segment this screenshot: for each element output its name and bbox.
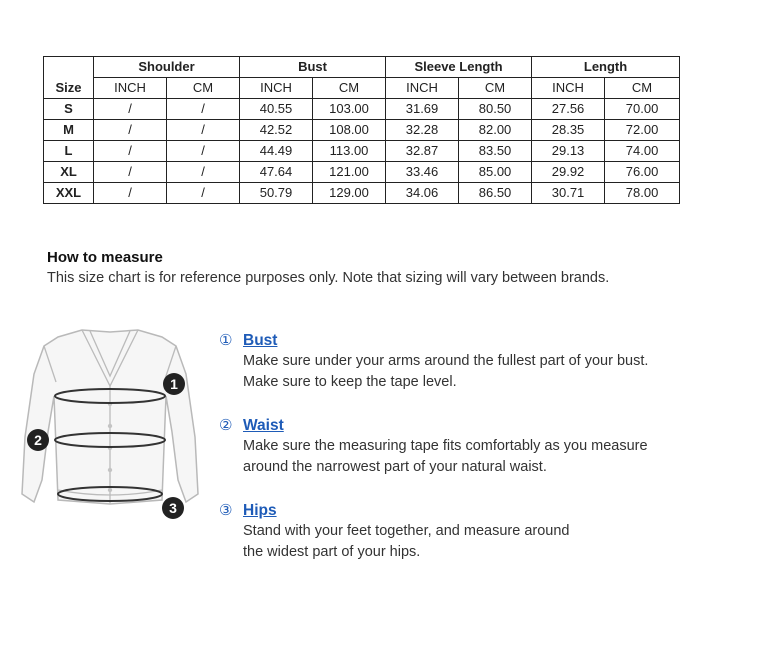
table-cell: 30.71	[532, 183, 605, 204]
table-cell: 44.49	[240, 141, 313, 162]
group-bust: Bust	[240, 57, 386, 78]
unit-header: CM	[167, 78, 240, 99]
table-cell: /	[167, 120, 240, 141]
measure-step-waist	[219, 416, 648, 478]
table-cell: 32.28	[386, 120, 459, 141]
marker-1-icon	[163, 373, 185, 395]
size-cell: XXL	[44, 183, 94, 204]
unit-header: INCH	[94, 78, 167, 99]
marker-3-label: 3	[169, 500, 177, 516]
unit-header: INCH	[240, 78, 313, 99]
size-cell: XL	[44, 162, 94, 183]
table-cell: 34.06	[386, 183, 459, 204]
table-row	[44, 99, 680, 120]
table-cell: 27.56	[532, 99, 605, 120]
size-cell: M	[44, 120, 94, 141]
cardigan-illustration	[20, 322, 200, 527]
table-cell: 76.00	[605, 162, 680, 183]
table-cell: 70.00	[605, 99, 680, 120]
unit-header-row	[44, 78, 680, 99]
step-line: Make sure the measuring tape fits comfortably as you measure	[243, 438, 648, 454]
size-cell: S	[44, 99, 94, 120]
table-cell: /	[94, 99, 167, 120]
table-cell: 113.00	[313, 141, 386, 162]
table-cell: 72.00	[605, 120, 680, 141]
group-shoulder: Shoulder	[94, 57, 240, 78]
table-cell: 82.00	[459, 120, 532, 141]
step-number: ①	[219, 332, 233, 349]
group-header-row	[44, 57, 680, 78]
unit-header: CM	[313, 78, 386, 99]
step-line: Make sure to keep the tape level.	[243, 374, 457, 390]
measure-step-bust	[219, 331, 648, 393]
table-cell: /	[94, 162, 167, 183]
step-line: the widest part of your hips.	[243, 544, 421, 560]
group-length: Length	[532, 57, 680, 78]
table-cell: 29.92	[532, 162, 605, 183]
table-cell: 83.50	[459, 141, 532, 162]
table-cell: 33.46	[386, 162, 459, 183]
step-number: ②	[219, 417, 233, 434]
marker-2-icon	[27, 429, 49, 451]
step-line: Make sure under your arms around the fullest part of your bust.	[243, 353, 649, 369]
unit-header: CM	[605, 78, 680, 99]
table-cell: 31.69	[386, 99, 459, 120]
table-cell: 42.52	[240, 120, 313, 141]
table-row	[44, 141, 680, 162]
table-cell: /	[167, 183, 240, 204]
group-sleeve-length: Sleeve Length	[386, 57, 532, 78]
marker-1-label: 1	[170, 376, 178, 392]
size-header: Size	[44, 78, 94, 99]
table-cell: 32.87	[386, 141, 459, 162]
step-number: ③	[219, 502, 233, 519]
step-title-hips[interactable]: Hips	[243, 502, 277, 519]
unit-header: INCH	[386, 78, 459, 99]
table-cell: /	[167, 99, 240, 120]
marker-2-label: 2	[34, 432, 42, 448]
table-cell: 74.00	[605, 141, 680, 162]
measure-step-hips	[219, 501, 569, 563]
table-cell: 108.00	[313, 120, 386, 141]
table-cell: /	[167, 141, 240, 162]
table-cell: 86.50	[459, 183, 532, 204]
table-cell: 121.00	[313, 162, 386, 183]
table-row	[44, 183, 680, 204]
table-cell: 103.00	[313, 99, 386, 120]
step-title-waist[interactable]: Waist	[243, 417, 284, 434]
reference-note: This size chart is for reference purposes only. Note that sizing will vary between brands.	[47, 270, 610, 286]
unit-header: CM	[459, 78, 532, 99]
table-cell: 47.64	[240, 162, 313, 183]
table-cell: /	[94, 183, 167, 204]
step-line: around the narrowest part of your natural waist.	[243, 459, 547, 475]
table-cell: 80.50	[459, 99, 532, 120]
table-cell: 85.00	[459, 162, 532, 183]
unit-header: INCH	[532, 78, 605, 99]
table-row	[44, 162, 680, 183]
table-row	[44, 120, 680, 141]
how-to-measure-heading: How to measure	[47, 249, 163, 266]
table-cell: /	[94, 141, 167, 162]
table-cell: 50.79	[240, 183, 313, 204]
table-cell: 40.55	[240, 99, 313, 120]
table-cell: /	[94, 120, 167, 141]
table-cell: /	[167, 162, 240, 183]
table-cell: 129.00	[313, 183, 386, 204]
table-cell: 28.35	[532, 120, 605, 141]
table-cell: 78.00	[605, 183, 680, 204]
table-cell: 29.13	[532, 141, 605, 162]
step-line: Stand with your feet together, and measure around	[243, 523, 570, 539]
size-cell: L	[44, 141, 94, 162]
size-chart-table	[43, 56, 680, 204]
marker-3-icon	[162, 497, 184, 519]
step-title-bust[interactable]: Bust	[243, 332, 278, 349]
corner-cell	[44, 57, 94, 78]
